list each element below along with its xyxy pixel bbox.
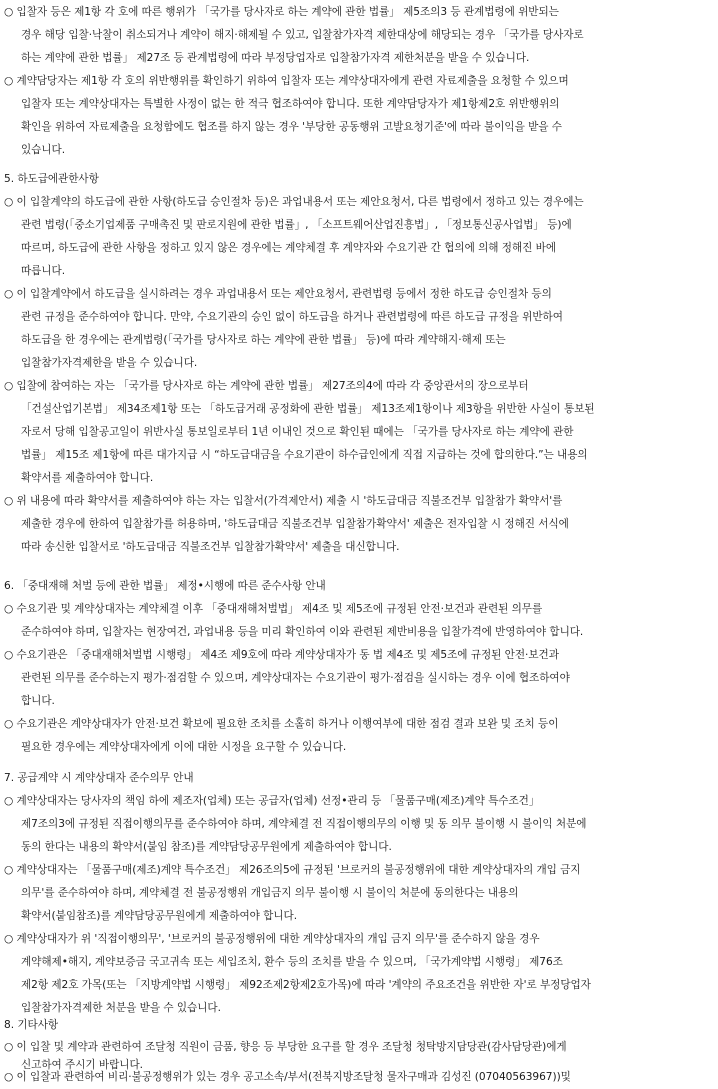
s7-para1-line2: 제7조의3에 규정된 직접이행의무를 준수하여야 하며, 계약체결 전 직접이행의무의 이행 및 동 의무 불이행 시 불이익 처분에 <box>21 818 587 830</box>
s6-para1-line1: ○ 수요기관 및 계약상대자는 계약체결 이후 「중대재해처벌법」 제4조 및 제5조에 규정된 안전·보건과 관련된 의무를 <box>4 603 543 615</box>
s5-para2-line3: 하도급을 한 경우에는 관계법령(「국가를 당사자로 하는 계약에 관한 법률」 등)에 따라 계약해지·해제 또는 <box>21 334 506 346</box>
s7-para2-line1: ○ 계약상대자는 「물품구매(제조)계약 특수조건」 제26조의5에 규정된 '브로커의 불공정행위에 대한 계약상대자의 개입 금지 <box>4 864 581 876</box>
s6-para3-line2: 필요한 경우에는 계약상대자에게 이에 대한 시정을 요구할 수 있습니다. <box>21 741 347 753</box>
s4-para2-line1: ○ 계약담당자는 제1항 각 호의 위반행위를 확인하기 위하여 입찰자 또는 계약상대자에게 관련 자료제출을 요청할 수 있으며 <box>4 75 569 87</box>
s5-para2-line1: ○ 이 입찰계약에서 하도급을 실시하려는 경우 과업내용서 또는 제안요청서, 관련법령 등에서 정한 하도급 승인절차 등의 <box>4 288 552 300</box>
section-5-title: 5. 하도급에관한사항 <box>4 173 99 185</box>
s5-para1-line2: 관련 법령(「중소기업제품 구매촉진 및 판로지원에 관한 법률」, 「소프트웨어산업진흥법」, 「정보통신공사업법」 등)에 <box>21 219 572 231</box>
s4-para2-line4: 있습니다. <box>21 144 66 156</box>
s5-para3-line5: 확약서를 제출하여야 합니다. <box>21 472 154 484</box>
s7-para3-line1: ○ 계약상대자가 위 '직접이행의무', '브로커의 불공정행위에 대한 계약상대자의 개입 금지 의무'를 준수하지 않을 경우 <box>4 933 540 945</box>
s5-para1-line1: ○ 이 입찰계약의 하도급에 관한 사항(하도급 승인절차 등)은 과업내용서 또는 제안요청서, 다른 법령에서 정하고 있는 경우에는 <box>4 196 584 208</box>
s6-para3-line1: ○ 수요기관은 계약상대자가 안전·보건 확보에 필요한 조치를 소홀히 하거나 이행여부에 대한 점검 결과 보완 및 조치 등이 <box>4 718 559 730</box>
s5-para2-line4: 입찰참가자격제한을 받을 수 있습니다. <box>21 357 198 369</box>
s7-para2-line3: 확약서(붙임참조)를 계약담당공무원에게 제출하여야 합니다. <box>21 910 298 922</box>
s7-para3-line2: 계약해제•해지, 계약보증금 국고귀속 또는 세입조치, 환수 등의 조치를 받을 수 있으며, 「국가계약법 시행령」 제76조 <box>21 956 563 968</box>
s7-para1-line3: 동의 한다는 내용의 확약서(붙임 참조)를 계약담당공무원에게 제출하여야 합니다. <box>21 841 392 853</box>
s5-para1-line3: 따르며, 하도급에 관한 사항을 정하고 있지 않은 경우에는 계약체결 후 계약자와 수요기관 간 협의에 의해 정해진 바에 <box>21 242 557 254</box>
s7-para2-line2: 의무'를 준수하여야 하며, 계약체결 전 불공정행위 개입금지 의무 불이행 시 불이익 처분에 동의한다는 내용의 <box>21 887 519 899</box>
s7-para3-line4: 입찰참가자격제한 처분을 받을 수 있습니다. <box>21 1002 221 1014</box>
s6-para1-line2: 준수하여야 하며, 입찰자는 현장여건, 과업내용 등을 미리 확인하여 이와 관련된 제반비용을 입찰가격에 반영하여야 합니다. <box>21 626 584 638</box>
s6-para2-line1: ○ 수요기관은 「중대재해처벌법 시행령」 제4조 제9호에 따라 계약상대자가 동 법 제4조 및 제5조에 규정된 안전·보건과 <box>4 649 559 661</box>
s5-para3-line4: 법률」 제15조 제1항에 따른 대가지급 시 “하도급대금을 수요기관이 하수급인에게 직접 지급하는 것에 합의한다.”는 내용의 <box>21 449 588 461</box>
s7-para1-line1: ○ 계약상대자는 당사자의 책임 하에 제조자(업체) 또는 공급자(업체) 선정•관리 등 「물품구매(제조)계약 특수조건」 <box>4 795 540 807</box>
s5-para3-line1: ○ 입찰에 참여하는 자는 「국가를 당사자로 하는 계약에 관한 법률」 제27조의4에 따라 각 중앙관서의 장으로부터 <box>4 380 529 392</box>
s5-para3-line2: 「건설산업기본법」 제34조제1항 또는 「하도급거래 공정화에 관한 법률」 제13조제1항이나 제3항을 위반한 사실이 통보된 <box>21 403 595 415</box>
s5-para3-line3: 자로서 당해 입찰공고일이 위반사실 통보일로부터 1년 이내인 것으로 확인된 때에는 「국가를 당사자로 하는 계약에 관한 <box>21 426 574 438</box>
s4-para1-line1: ○ 입찰자 등은 제1항 각 호에 따른 행위가 「국가를 당사자로 하는 계약에 관한 법률」 제5조의3 등 관계법령에 위반되는 <box>4 6 559 18</box>
s5-para2-line2: 관련 규정을 준수하여야 합니다. 만약, 수요기관의 승인 없이 하도급을 하거나 관련법령에 따른 하도급 규정을 위반하여 <box>21 311 563 323</box>
s6-para2-line2: 관련된 의무를 준수하는지 평가·점검할 수 있으며, 계약상대자는 수요기관이 평가·점검을 실시하는 경우 이에 협조하여야 <box>21 672 570 684</box>
s6-para2-line3: 합니다. <box>21 695 55 707</box>
s4-para1-line3: 하는 계약에 관한 법률」 제27조 등 관계법령에 따라 부정당업자로 입찰참가자격 제한처분을 받을 수 있습니다. <box>21 52 530 64</box>
s5-para4-line3: 따라 송신한 입찰서로 '하도급대금 직불조건부 입찰참가확약서' 제출을 대신합니다. <box>21 541 400 553</box>
s4-para1-line2: 경우 해당 입찰·낙찰이 취소되거나 계약이 해지·해제될 수 있고, 입찰참가자격 제한대상에 해당되는 경우 「국가를 당사자로 <box>21 29 584 41</box>
s4-para2-line3: 확인을 위하여 자료제출을 요청함에도 협조를 하지 않는 경우 '부당한 공동행위 고발요청기준'에 따라 불이익을 받을 수 <box>21 121 562 133</box>
section-7-title: 7. 공급계약 시 계약상대자 준수의무 안내 <box>4 772 194 784</box>
s5-para4-line1: ○ 위 내용에 따라 확약서를 제출하여야 하는 자는 입찰서(가격제안서) 제출 시 '하도급대금 직불조건부 입찰참가 확약서'를 <box>4 495 563 507</box>
s8-para1-line2: 신고하여 주시기 바랍니다. <box>21 1059 143 1071</box>
s5-para1-line4: 따릅니다. <box>21 265 66 277</box>
s8-para2-line1: ○ 이 입찰과 관련하여 비리·불공정행위가 있는 경우 공고소속/부서(전북지방조달청 물자구매과 김성진 (07040563967))및 <box>4 1071 571 1083</box>
s4-para2-line2: 입찰자 또는 계약상대자는 특별한 사정이 없는 한 적극 협조하여야 합니다. 또한 계약담당자가 제1항제2호 위반행위의 <box>21 98 560 110</box>
s7-para3-line3: 제2항 제2호 가목(또는 「지방계약법 시행령」 제92조제2항제2호가목)에 따라 '계약의 주요조건을 위반한 자'로 부정당업자 <box>21 979 591 991</box>
section-8-title: 8. 기타사항 <box>4 1019 59 1031</box>
s8-para1-line1: ○ 이 입찰 및 계약과 관련하여 조달청 직원이 금품, 향응 등 부당한 요구를 할 경우 조달청 청탁방지담당관(감사담당관)에게 <box>4 1041 567 1053</box>
s5-para4-line2: 제출한 경우에 한하여 입찰참가를 허용하며, '하도급대금 직불조건부 입찰참가확약서' 제출은 전자입찰 시 정해진 서식에 <box>21 518 569 530</box>
section-6-title: 6. 「중대재해 처벌 등에 관한 법률」 제정•시행에 따른 준수사항 안내 <box>4 580 326 592</box>
